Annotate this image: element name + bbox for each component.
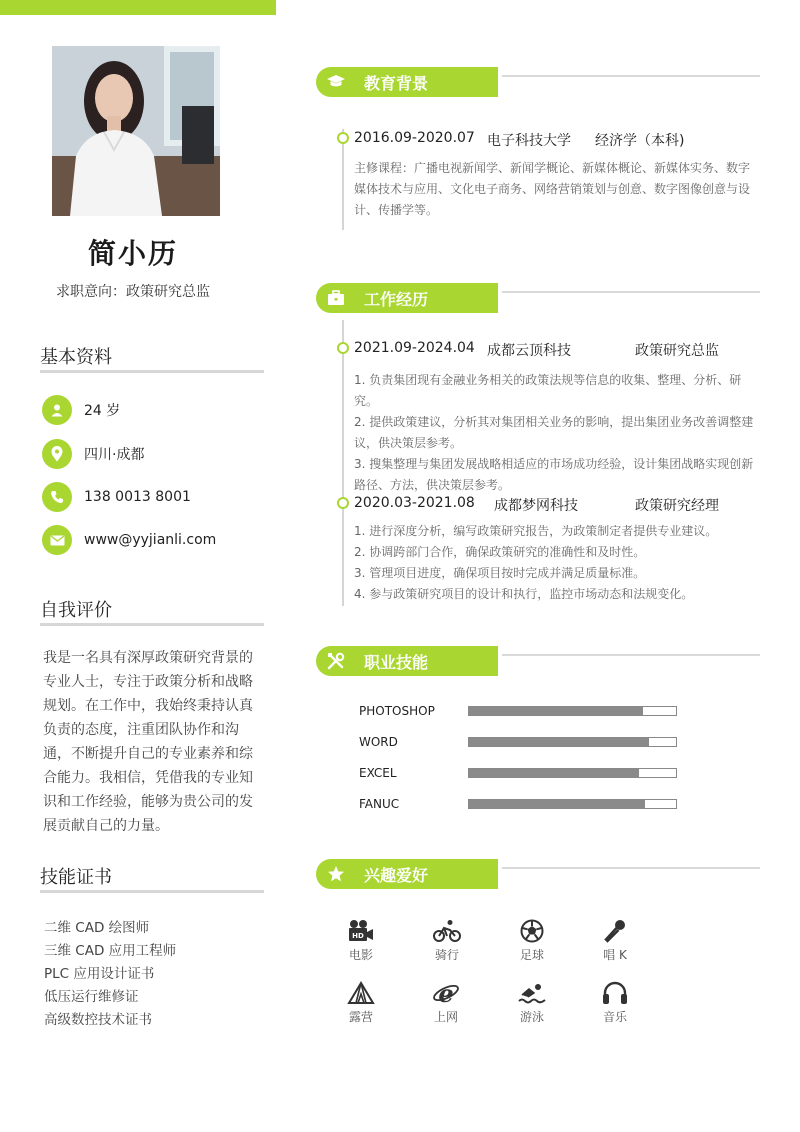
microphone-icon <box>603 919 627 943</box>
skill-bar <box>468 737 677 747</box>
cert-item: 高级数控技术证书 <box>44 1012 152 1028</box>
hobbies-title: 兴趣爱好 <box>364 865 429 885</box>
hobby-item <box>585 919 645 963</box>
profile-photo <box>52 46 220 216</box>
internet-explorer-icon <box>432 981 460 1005</box>
timeline-dot <box>337 132 349 144</box>
job-2-desc <box>354 521 754 605</box>
phone-icon <box>42 482 72 512</box>
work-divider <box>502 291 760 293</box>
job-2-position: 政策研究经理 <box>635 498 719 514</box>
info-age-row <box>42 395 120 425</box>
job-2-line: 2. 协调跨部门合作，确保政策研究的准确性和及时性。 <box>354 545 646 559</box>
hobby-label: 电影 <box>348 948 373 962</box>
skill-bar-fill <box>469 738 649 746</box>
job-1-company: 成都云顶科技 <box>487 343 571 359</box>
skill-bar-fill <box>469 769 639 777</box>
hobby-item <box>502 919 562 963</box>
cert-item: 三维 CAD 应用工程师 <box>44 943 177 959</box>
info-phone: 138 0013 8001 <box>84 489 191 505</box>
timeline-dot <box>337 497 349 509</box>
star-icon <box>316 865 356 883</box>
skill-bar <box>468 799 677 809</box>
hobby-label: 露营 <box>348 1010 373 1024</box>
cert-item: 低压运行维修证 <box>44 989 139 1005</box>
basic-info-rule <box>40 370 264 373</box>
job-1-line: 2. 提供政策建议，分析其对集团相关业务的影响，提出集团业务改善调整建议，供决策层参考。 <box>354 415 754 450</box>
skill-name: FANUC <box>359 797 400 811</box>
job-2-company: 成都梦网科技 <box>494 498 578 514</box>
person-name: 简小历 <box>87 237 178 270</box>
skills-title: 职业技能 <box>364 652 429 672</box>
location-pin-icon <box>42 439 72 469</box>
skill-bar <box>468 706 677 716</box>
self-eval-text: 我是一名具有深厚政策研究背景的专业人士，专注于政策分析和战略规划。在工作中，我始终秉持认真负责的态度，注重团队协作和沟通，不断提升自己的专业素养和综合能力。我相信，凭借我的专业知识和工作经验，能够为贵公司的发展贡献自己的力量。 <box>43 650 253 834</box>
hobby-label: 骑行 <box>434 948 459 962</box>
job-2-line: 4. 参与政策研究项目的设计和执行，监控市场动态和法规变化。 <box>354 587 694 601</box>
education-timeline <box>342 129 344 230</box>
job-1-line: 3. 搜集整理与集团发展战略相适应的市场成功经验，设计集团战略实现创新路径、方法，供决策层参考。 <box>354 457 754 492</box>
hobby-label: 游泳 <box>519 1010 544 1024</box>
cert-item: 二维 CAD 绘图师 <box>44 920 150 936</box>
info-age: 24 岁 <box>84 403 121 419</box>
job-1-line: 1. 负责集团现有金融业务相关的政策法规等信息的收集、整理、分析、研究。 <box>354 373 742 408</box>
skill-bar-fill <box>469 707 643 715</box>
hobby-label: 唱 K <box>603 948 627 962</box>
skill-name: WORD <box>359 735 398 749</box>
briefcase-icon <box>316 290 356 306</box>
info-email[interactable]: www@yyjianli.com <box>84 532 217 548</box>
work-timeline <box>342 320 344 606</box>
hobby-item <box>502 981 562 1025</box>
skill-bar-fill <box>469 800 645 808</box>
info-phone-row <box>42 482 191 512</box>
hobbies-divider <box>502 867 760 869</box>
email-icon <box>42 525 72 555</box>
info-email-row <box>42 525 216 555</box>
tools-icon <box>316 652 356 670</box>
education-title: 教育背景 <box>364 73 429 93</box>
hobby-label: 足球 <box>519 948 544 962</box>
education-school: 电子科技大学 <box>487 133 571 149</box>
skill-bar <box>468 768 677 778</box>
skill-name: EXCEL <box>359 766 397 780</box>
skills-divider <box>502 654 760 656</box>
movie-camera-icon <box>347 919 375 943</box>
timeline-dot <box>337 342 349 354</box>
info-location: 四川·成都 <box>84 447 145 463</box>
bicycle-icon <box>433 919 461 943</box>
certs-list <box>44 917 176 1032</box>
work-title: 工作经历 <box>364 289 429 309</box>
education-desc: 主修课程：广播电视新闻学、新闻学概论、新媒体概论、新媒体实务、数字媒体技术与应用、文化电子商务、网络营销策划与创意、数字图像创意与设计、传播学等。 <box>354 161 751 217</box>
job-2-line: 3. 管理项目进度，确保项目按时完成并满足质量标准。 <box>354 566 646 580</box>
job-2-line: 1. 进行深度分析，编写政策研究报告，为政策制定者提供专业建议。 <box>354 524 718 538</box>
info-location-row <box>42 439 144 469</box>
hobby-item <box>331 981 391 1025</box>
skill-name: PHOTOSHOP <box>359 704 435 718</box>
hobby-item <box>416 981 476 1025</box>
job-1-desc <box>354 370 754 496</box>
hobby-item <box>417 919 477 963</box>
hobby-item <box>585 981 645 1025</box>
education-major: 经济学（本科) <box>595 133 685 149</box>
job-intent: 求职意向：政策研究总监 <box>56 284 210 300</box>
job-1-date: 2021.09-2024.04 <box>354 340 475 356</box>
soccer-ball-icon <box>520 919 544 943</box>
certs-rule <box>40 890 264 893</box>
swimming-icon <box>518 981 546 1005</box>
hobby-item <box>331 919 391 963</box>
user-icon <box>42 395 72 425</box>
self-eval-heading: 自我评价 <box>40 600 112 621</box>
job-1-position: 政策研究总监 <box>635 343 719 359</box>
graduation-cap-icon <box>316 74 356 90</box>
job-2-date: 2020.03-2021.08 <box>354 495 475 511</box>
top-accent-bar <box>0 0 276 15</box>
cert-item: PLC 应用设计证书 <box>44 966 155 982</box>
svg-text:e: e <box>438 981 454 1005</box>
hobby-label: 上网 <box>433 1010 458 1024</box>
self-eval-rule <box>40 623 264 626</box>
hobby-label: 音乐 <box>602 1010 627 1024</box>
certs-heading: 技能证书 <box>40 867 112 888</box>
basic-info-heading: 基本资料 <box>40 347 112 368</box>
education-divider <box>502 75 760 77</box>
education-date: 2016.09-2020.07 <box>354 130 475 146</box>
headphones-icon <box>602 981 628 1005</box>
svg-text:HD: HD <box>352 932 364 940</box>
tent-icon <box>347 981 375 1005</box>
